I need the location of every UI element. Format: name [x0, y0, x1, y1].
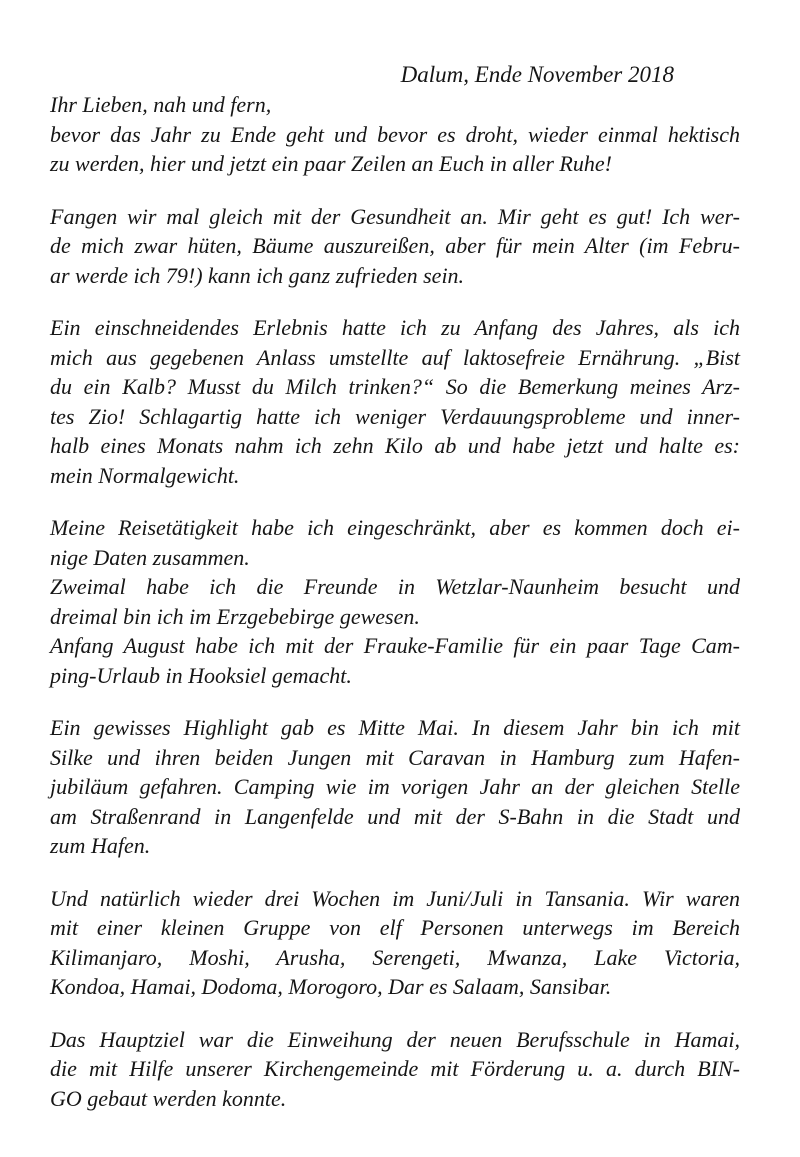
- dateline: Dalum, Ende November 2018: [400, 62, 674, 87]
- paragraph: [50, 90, 740, 179]
- text-line: GO gebaut werden konnte.: [50, 1085, 287, 1111]
- text-line: ping-Urlaub in Hooksiel gemacht.: [50, 662, 352, 688]
- text-line: mich aus gegebenen Anlass umstellte auf laktosefreie Ernährung. „Bist: [50, 344, 740, 370]
- text-line: Anfang August habe ich mit der Frauke-Familie für ein paar Tage Cam-: [50, 633, 740, 658]
- text-line: Silke und ihren beiden Jungen mit Caravan in Hamburg zum Hafen-: [50, 744, 740, 770]
- paragraph: [50, 1025, 740, 1114]
- paragraph: [50, 513, 740, 690]
- text-line: Fangen wir mal gleich mit der Gesundheit an. Mir geht es gut! Ich wer-: [50, 203, 740, 229]
- text-line: am Straßenrand in Langenfelde und mit der S-Bahn in die Stadt und: [50, 803, 740, 829]
- text-line: Ein gewisses Highlight gab es Mitte Mai. In diesem Jahr bin ich mit: [50, 715, 740, 740]
- text-line: Zweimal habe ich die Freunde in Wetzlar-Naunheim besucht und: [50, 574, 740, 599]
- text-line: Meine Reisetätigkeit habe ich eingeschränkt, aber es kommen doch ei-: [50, 515, 740, 540]
- paragraph: [50, 202, 740, 291]
- text-line: mein Normalgewicht.: [50, 462, 240, 488]
- text-line: Das Hauptziel war die Einweihung der neuen Berufsschule in Hamai,: [50, 1026, 740, 1052]
- text-line: du ein Kalb? Musst du Milch trinken?“ So die Bemerkung meines Arz-: [50, 374, 740, 399]
- text-line: Kilimanjaro, Moshi, Arusha, Serengeti, Mwanza, Lake Victoria,: [50, 944, 740, 970]
- paragraph: [50, 713, 740, 861]
- paragraph: [50, 884, 740, 1002]
- text-line: zum Hafen.: [50, 833, 151, 858]
- text-line: die mit Hilfe unserer Kirchengemeinde mit Förderung u. a. durch BIN-: [50, 1056, 740, 1081]
- text-line: bevor das Jahr zu Ende geht und bevor es droht, wieder einmal hektisch: [50, 121, 740, 147]
- text-line: Kondoa, Hamai, Dodoma, Morogoro, Dar es Salaam, Sansibar.: [50, 974, 612, 999]
- text-line: de mich zwar hüten, Bäume auszureißen, aber für mein Alter (im Febru-: [50, 233, 740, 258]
- text-line: mit einer kleinen Gruppe von elf Personen unterwegs im Bereich: [50, 915, 740, 940]
- letter-body: [50, 90, 740, 1113]
- text-line: nige Daten zusammen.: [50, 544, 250, 570]
- paragraph: [50, 313, 740, 490]
- text-line: jubiläum gefahren. Camping wie im vorigen Jahr an der gleichen Stelle: [50, 774, 740, 799]
- text-line: dreimal bin ich im Erzgebebirge gewesen.: [50, 603, 420, 629]
- text-line: zu werden, hier und jetzt ein paar Zeilen an Euch in aller Ruhe!: [50, 151, 612, 176]
- text-line: Und natürlich wieder drei Wochen im Juni/Juli in Tansania. Wir waren: [50, 885, 740, 911]
- text-line: halb eines Monats nahm ich zehn Kilo ab und habe jetzt und halte es:: [50, 433, 740, 458]
- text-line: tes Zio! Schlagartig hatte ich weniger Verdauungsprobleme und inner-: [50, 403, 740, 429]
- text-line: Ein einschneidendes Erlebnis hatte ich zu Anfang des Jahres, als ich: [50, 315, 740, 340]
- text-line: ar werde ich 79!) kann ich ganz zufrieden sein.: [50, 262, 465, 288]
- text-line: Ihr Lieben, nah und fern,: [50, 92, 272, 117]
